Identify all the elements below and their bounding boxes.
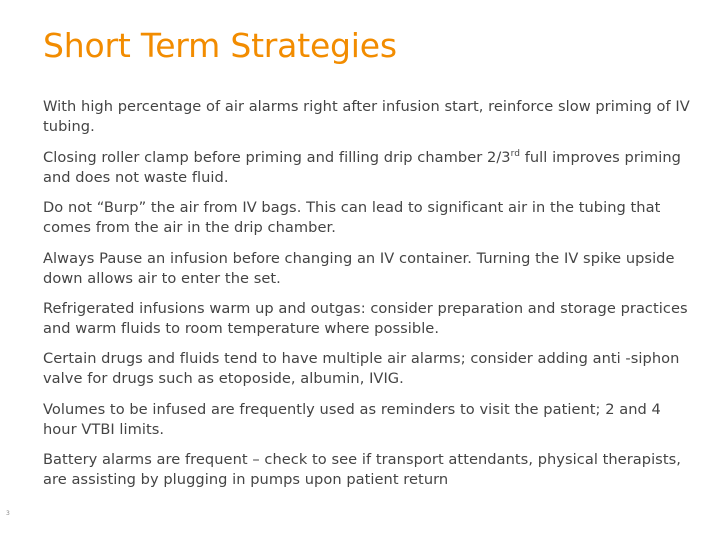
bullet-text: Volumes to be infused are frequently used as reminders to visit the patient; 2 and 4 hour VTBI limits.: [43, 401, 661, 438]
bullet-text-before: Closing roller clamp before priming and filling drip chamber 2/3: [43, 149, 511, 166]
bullet-item-4: [43, 249, 693, 289]
bullet-text: Certain drugs and fluids tend to have multiple air alarms; consider adding anti -siphon valve for drugs such as etoposide, albumin, IVIG.: [43, 350, 680, 387]
bullet-text: Battery alarms are frequent – check to see if transport attendants, physical therapists, are assisting by plugging in pumps upon patient return: [43, 451, 681, 488]
ordinal-superscript: rd: [510, 149, 520, 160]
bullet-item-7: [43, 400, 693, 440]
bullet-item-8: [43, 450, 693, 490]
bullet-item-3: [43, 198, 693, 238]
bullet-item-1: [43, 97, 693, 137]
bullet-text: Always Pause an infusion before changing an IV container. Turning the IV spike upside down allows air to enter the set.: [43, 250, 675, 287]
bullet-text: Do not “Burp” the air from IV bags. This can lead to significant air in the tubing that comes from the air in the drip chamber.: [43, 199, 661, 236]
bullet-item-5: [43, 299, 693, 339]
page-number: 3: [6, 510, 10, 517]
bullet-item-6: [43, 349, 693, 389]
bullet-text: Refrigerated infusions warm up and outgas: consider preparation and storage practices and warm fluids to room temperature where possible.: [43, 300, 688, 337]
slide-title: Short Term Strategies: [43, 26, 397, 65]
bullet-item-2: [43, 148, 693, 188]
bullet-text-after: full improves priming and does not waste fluid.: [43, 149, 681, 186]
bullet-text: With high percentage of air alarms right after infusion start, reinforce slow priming of IV tubing.: [43, 98, 690, 135]
